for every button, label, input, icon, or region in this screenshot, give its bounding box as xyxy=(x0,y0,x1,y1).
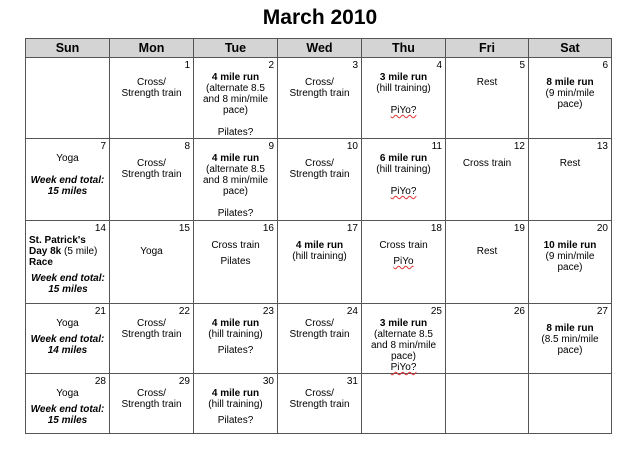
activity-text: Rest xyxy=(476,77,498,88)
day-cell xyxy=(362,58,446,139)
week-row xyxy=(26,139,612,221)
activity-text: (8.5 min/mile xyxy=(541,334,599,345)
calendar-grid xyxy=(25,38,612,434)
activity-text: 8 mile run xyxy=(546,323,594,334)
day-cell xyxy=(446,139,529,221)
weekday-sat: Sat xyxy=(529,39,612,58)
day-number: 7 xyxy=(100,141,106,152)
day-number: 28 xyxy=(94,376,106,387)
day-cell xyxy=(110,374,194,434)
activity-text: (9 min/mile xyxy=(545,88,595,99)
activity-text: Strength train xyxy=(289,399,350,410)
activity-text: (hill training) xyxy=(208,399,263,410)
week-total-value: 15 miles xyxy=(47,186,88,197)
day-number: 30 xyxy=(262,376,274,387)
day-cell xyxy=(194,139,278,221)
day-cell xyxy=(110,58,194,139)
activity-text: (alternate 8.5 xyxy=(374,329,433,340)
day-cell xyxy=(194,221,278,304)
activity-text: (9 min/mile xyxy=(545,251,595,262)
day-cell xyxy=(26,221,110,304)
activity-text: pace) xyxy=(557,262,583,273)
week-total-label: Week end total: xyxy=(30,175,105,186)
day-cell xyxy=(194,304,278,374)
day-cell xyxy=(26,304,110,374)
activity-text: PiYo? xyxy=(390,105,417,116)
activity-text: Cross train xyxy=(379,240,428,251)
activity-text: Yoga xyxy=(140,246,163,257)
activity-text: and 8 min/mile xyxy=(202,175,269,186)
day-number: 2 xyxy=(268,60,274,71)
activity-text: pace) xyxy=(557,345,583,356)
day-number: 27 xyxy=(596,306,608,317)
activity-text: Pilates? xyxy=(217,415,254,426)
day-number: 11 xyxy=(431,141,442,152)
activity-text: Strength train xyxy=(121,169,182,180)
day-number: 29 xyxy=(178,376,190,387)
day-cell xyxy=(362,221,446,304)
activity-text: (hill training) xyxy=(208,329,263,340)
activity-text: Yoga xyxy=(56,153,79,164)
day-number: 18 xyxy=(430,223,442,234)
day-cell xyxy=(110,139,194,221)
weekday-header-row xyxy=(26,39,612,58)
day-number: 10 xyxy=(346,141,358,152)
day-cell xyxy=(529,221,612,304)
activity-text: Cross train xyxy=(462,158,512,169)
activity-text: Cross/ xyxy=(305,318,334,329)
activity-text: 4 mile run xyxy=(211,153,260,164)
day-cell xyxy=(362,374,446,434)
week-total-value: 14 miles xyxy=(47,345,88,356)
activity-text: and 8 min/mile xyxy=(370,340,437,351)
activity-text: Day 8k xyxy=(29,246,62,257)
weekday-thu: Thu xyxy=(362,39,446,58)
day-number xyxy=(26,58,109,71)
week-total-label: Week end total: xyxy=(30,404,105,415)
day-cell xyxy=(194,58,278,139)
activity-text: Strength train xyxy=(121,399,182,410)
activity-text: 3 mile run xyxy=(379,318,428,329)
activity-text: pace) xyxy=(222,105,248,116)
activity-text: 4 mile run xyxy=(211,72,260,83)
activity-text: PiYo? xyxy=(390,362,417,373)
activity-text: (hill training) xyxy=(376,164,431,175)
day-number: 12 xyxy=(513,141,525,152)
week-total-value: 15 miles xyxy=(48,284,88,295)
activity-text: (hill training) xyxy=(292,251,347,262)
activity-text: pace) xyxy=(222,186,248,197)
day-cell xyxy=(110,304,194,374)
day-cell xyxy=(529,304,612,374)
activity-text: Cross/ xyxy=(137,158,166,169)
activity-text: Pilates? xyxy=(217,208,254,219)
week-total-label: Week end total: xyxy=(31,273,105,284)
day-number: 20 xyxy=(596,223,608,234)
day-cell xyxy=(278,304,362,374)
day-number: 16 xyxy=(262,223,274,234)
day-number: 8 xyxy=(184,141,190,152)
day-cell xyxy=(529,374,612,434)
activity-text: and 8 min/mile xyxy=(202,94,269,105)
day-number: 26 xyxy=(513,306,525,317)
day-number: 23 xyxy=(262,306,274,317)
activity-text: Cross/ xyxy=(305,158,334,169)
weekday-sun: Sun xyxy=(26,39,110,58)
activity-text: 4 mile run xyxy=(211,318,260,329)
day-cell xyxy=(26,139,110,221)
weekday-fri: Fri xyxy=(446,39,529,58)
activity-text: Strength train xyxy=(289,169,350,180)
day-cell xyxy=(446,58,529,139)
activity-text: PiYo xyxy=(393,256,414,267)
day-cell xyxy=(529,58,612,139)
activity-text: Cross/ xyxy=(305,77,334,88)
activity-text: (alternate 8.5 xyxy=(206,83,265,94)
day-cell xyxy=(446,374,529,434)
day-number: 1 xyxy=(184,60,190,71)
week-total-label: Week end total: xyxy=(30,334,105,345)
day-cell xyxy=(278,58,362,139)
activity-text: Race xyxy=(29,257,53,268)
activity-text: Strength train xyxy=(289,329,350,340)
day-cell xyxy=(110,221,194,304)
day-cell xyxy=(26,374,110,434)
activity-text: 3 mile run xyxy=(379,72,428,83)
activity-text: Pilates? xyxy=(217,345,254,356)
day-cell xyxy=(26,58,110,139)
day-number: 24 xyxy=(346,306,358,317)
day-number: 3 xyxy=(352,60,358,71)
calendar-title: March 2010 xyxy=(262,6,378,29)
activity-text: Strength train xyxy=(121,88,182,99)
activity-text: PiYo? xyxy=(390,186,417,197)
activity-text: Cross train xyxy=(211,240,260,251)
day-number xyxy=(362,374,445,387)
activity-text: Strength train xyxy=(121,329,182,340)
day-cell xyxy=(278,374,362,434)
week-row xyxy=(26,58,612,139)
activity-text: Yoga xyxy=(56,318,79,329)
activity-text: Cross/ xyxy=(137,77,166,88)
day-cell xyxy=(278,221,362,304)
day-number: 4 xyxy=(436,60,442,71)
week-row xyxy=(26,304,612,374)
day-number: 15 xyxy=(178,223,190,234)
activity-text: Rest xyxy=(476,246,498,257)
weekday-tue: Tue xyxy=(194,39,278,58)
activity-text: 6 mile run xyxy=(379,153,428,164)
day-number: 31 xyxy=(346,376,358,387)
day-number: 19 xyxy=(513,223,525,234)
activity-text: Cross/ xyxy=(137,388,166,399)
day-number: 5 xyxy=(519,60,525,71)
day-number: 21 xyxy=(94,306,106,317)
activity-text: 4 mile run xyxy=(211,388,260,399)
activity-text: Rest xyxy=(559,158,581,169)
activity-text: Cross/ xyxy=(137,318,166,329)
day-cell xyxy=(278,139,362,221)
day-number: 25 xyxy=(430,306,442,317)
day-cell xyxy=(446,304,529,374)
week-row xyxy=(26,374,612,434)
day-cell xyxy=(529,139,612,221)
day-number xyxy=(529,374,611,387)
activity-text: 4 mile run xyxy=(295,240,344,251)
activity-text: Strength train xyxy=(289,88,350,99)
day-number: 14 xyxy=(94,223,106,234)
weekday-mon: Mon xyxy=(110,39,194,58)
day-number xyxy=(446,374,528,387)
day-number: 22 xyxy=(178,306,190,317)
activity-text: St. Patrick's xyxy=(29,235,86,246)
activity-text: pace) xyxy=(557,99,583,110)
day-cell xyxy=(194,374,278,434)
activity-text: 10 mile run xyxy=(543,240,597,251)
activity-text: pace) xyxy=(390,351,416,362)
activity-text: Cross/ xyxy=(305,388,334,399)
activity-text: (5 mile) xyxy=(61,246,98,257)
weekday-wed: Wed xyxy=(278,39,362,58)
day-cell xyxy=(362,304,446,374)
activity-text: 8 mile run xyxy=(546,77,594,88)
day-cell xyxy=(446,221,529,304)
activity-text: (hill training) xyxy=(376,83,431,94)
activity-text: Pilates? xyxy=(217,127,254,138)
activity-text: Yoga xyxy=(56,388,79,399)
week-total-value: 15 miles xyxy=(47,415,88,426)
activity-text: Pilates xyxy=(220,256,251,267)
day-number: 17 xyxy=(346,223,358,234)
day-number: 13 xyxy=(596,141,608,152)
day-number: 9 xyxy=(268,141,274,152)
week-row xyxy=(26,221,612,304)
day-number: 6 xyxy=(602,60,608,71)
day-cell xyxy=(362,139,446,221)
activity-text: (alternate 8.5 xyxy=(206,164,265,175)
